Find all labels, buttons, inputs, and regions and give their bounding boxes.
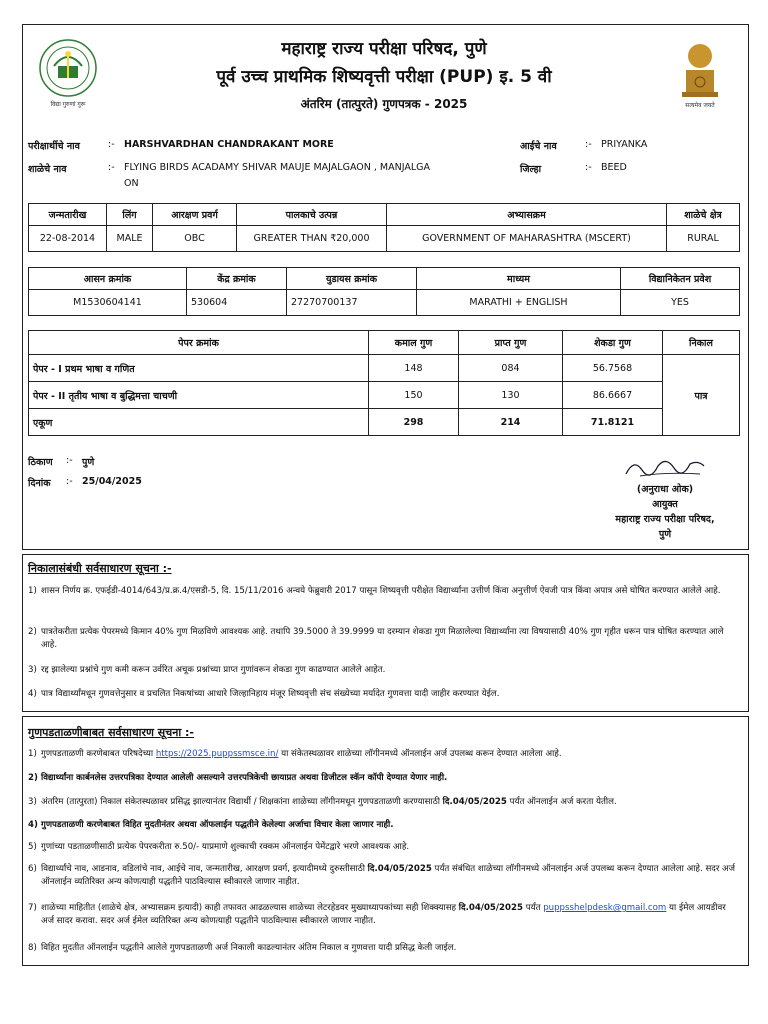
paper1-percent: 56.7568 [563,355,663,382]
vidyaniketan-value: YES [621,290,740,316]
paper-header: पेपर क्रमांक [29,331,369,355]
udise-no-header: युडायस क्रमांक [287,268,417,290]
list-item [28,772,740,785]
centre-no-header: केंद्र क्रमांक [187,268,287,290]
income-value: GREATER THAN ₹20,000 [237,226,387,252]
paper2-obtained: 130 [459,382,563,409]
verify-note-6 [28,863,740,889]
note-number: 4) [28,689,37,699]
separator: :- [585,162,592,173]
signatory-org-city: पुणे [658,529,672,540]
helpdesk-email-link[interactable]: puppsshelpdesk@gmail.com [543,903,667,913]
result-note-2: पात्रतेकरीता प्रत्येक पेपरमध्ये किमान 40% गुण मिळविणे आवश्यक आहे. तथापि 39.5000 ते 39.9999 या दरम्यान शेकडा गुण मिळालेल्या विद्यार्थ्यांना त्या विषयासाठी 40% गुण गृहीत धरून पात्र घोषित करण्यात आले आहे. [41,627,724,650]
percent-header: शेकडा गुण [563,331,663,355]
note-number: 3) [28,665,37,675]
centre-no-value: 530604 [187,290,287,316]
paper1-name: पेपर - I प्रथम भाषा व गणित [29,355,369,382]
verify-note-3-text-end: पर्यंत ऑनलाईन अर्ज करता येतील. [506,797,617,807]
vidyaniketan-header: विद्यानिकेतन प्रवेश [621,268,740,290]
seat-no-value: M1530604141 [29,290,187,316]
signatory-org: महाराष्ट्र राज्य परीक्षा परिषद, [615,514,715,525]
signature-icon [620,452,710,482]
udise-no-value: 27270700137 [287,290,417,316]
emblem-caption: सत्यमेव जयते [685,102,715,109]
verify-note-7 [28,902,740,928]
medium-value: MARATHI + ENGLISH [417,290,621,316]
marksheet-title: अंतरिम (तात्पुरते) गुणपत्रक - 2025 [300,97,468,111]
result-notes-title: निकालासंबंधी सर्वसाधारण सूचना :- [28,562,172,575]
area-header: शाळेचे क्षेत्र [667,204,740,226]
result-note-3: रद्द झालेल्या प्रश्नांचे गुण कमी करून उर्वरित अचूक प्रश्नांच्या प्राप्त गुणांवरून शेकडा गुण काढण्यात आलेले आहेत. [41,665,386,675]
list-item [28,664,740,677]
school-name-label: शाळेचे नाव [28,164,67,175]
verify-note-2: विद्यार्थ्यांना कार्बनलेस उत्तरपत्रिका देण्यात आलेली असल्याने उत्तरपत्रिकेची छायाप्रत अथवा डिजीटल स्कॅन कॉपी देण्यात येणार नाही. [41,773,448,783]
school-name-value: FLYING BIRDS ACADAMY SHIVAR MAUJE MAJALGAON , MANJALGA [124,162,431,173]
area-value: RURAL [667,226,740,252]
deadline-date: दि.04/05/2025 [458,903,523,913]
max-marks-header: कमाल गुण [369,331,459,355]
verify-note-5: गुणांच्या पडताळणीसाठी प्रत्येक पेपरकरीता रु.50/- याप्रमाणे शुल्काची रक्कम ऑनलाईन पेमेंटद्वारे भरणे आवश्यक आहे. [41,842,410,852]
list-item [28,942,740,955]
district-label: जिल्हा [520,164,542,175]
verify-note-3 [28,796,740,809]
place-value: पुणे [82,457,95,468]
result-note-1: शासन निर्णय क्र. एफईडी-4014/643/प्र.क्र.4/एसडी-5, दि. 15/11/2016 अन्वये फेब्रुवारी 2017 पासून शिष्यवृत्ती परीक्षेत विद्यार्थ्यांना उत्तीर्ण किंवा अनुत्तीर्ण ऐवजी पात्र किंवा अपात्र असे घोषित करण्यात आलेले आहे. [41,586,721,596]
verify-note-6-text-end: पर्यंत संबंधित शाळेच्या लॉगीनमध्ये ऑनलाईन अर्ज उपलब्ध करून देण्यात आलेला आहे. सदर अर्ज ऑनलाईन व्यतिरिक्त अन्य कोणत्याही पद्धतीने पाठविल्यास स्वीकारले जाणार नाहीत. [41,864,736,887]
verify-note-4: गुणपडताळणी करणेबाबत विहित मुदतीनंतर अथवा ऑफलाईन पद्धतीने केलेल्या अर्जाचा विचार केला जाणार नाही. [41,820,394,830]
note-number: 2) [28,773,38,783]
exam-title: पूर्व उच्च प्राथमिक शिष्यवृत्ती परीक्षा (PUP) इ. 5 वी [216,67,552,87]
verify-note-1-text: गुणपडताळणी करणेबाबत परिषदेच्या [41,749,156,759]
student-name-label: परीक्षार्थीचे नाव [28,141,80,152]
result-header: निकाल [663,331,740,355]
portal-link[interactable]: https://2025.puppssmsce.in/ [155,749,279,759]
verify-notes-title: गुणपडताळणीबाबत सर्वसाधारण सूचना :- [28,726,194,739]
note-number: 7) [28,903,37,913]
signatory-designation: आयुक्त [652,499,678,510]
medium-header: माध्यम [417,268,621,290]
list-item [28,626,740,652]
date-value: 25/04/2025 [82,476,142,487]
list-item [28,688,740,701]
district-value: BEED [601,162,627,173]
verify-note-7-text: शाळेच्या माहितीत (शाळेचे क्षेत्र, अभ्यासक्रम इत्यादी) काही तफावत आढळल्यास शाळेच्या लेटरहेडवर मुख्याध्यापकांच्या सही शिक्क्यासह [41,903,459,913]
list-item [28,863,740,889]
list-item [28,796,740,809]
exam-info-table [28,267,740,316]
council-title: महाराष्ट्र राज्य परीक्षा परिषद, पुणे [281,39,487,59]
verify-note-3-text: अंतरिम (तात्पुरता) निकाल संकेतस्थळावर प्रसिद्ध झाल्यानंतर विद्यार्थी / शिक्षकांना शाळेच्या लॉगीनमधून गुणपडताळणी करण्यासाठी [41,797,443,807]
logo-caption: विद्या गुरुणां गुरू [50,101,86,108]
list-item [28,748,740,761]
mother-name-value: PRIYANKA [601,139,648,150]
marks-table [28,330,740,436]
total-obtained: 214 [459,409,563,436]
note-number: 1) [28,749,37,759]
verify-note-7-text-end: या ईमेल आयडीवर अर्ज सादर करावा. सदर अर्ज ईमेल व्यतिरिक्त अन्य कोणत्याही पद्धतीने पाठविल्यास स्वीकारले जाणार नाहीत. [41,903,726,926]
category-value: OBC [153,226,237,252]
verify-note-1 [28,748,740,761]
note-number: 2) [28,627,37,637]
total-percent: 71.8121 [563,409,663,436]
paper1-obtained: 084 [459,355,563,382]
note-number: 5) [28,842,37,852]
separator: :- [108,139,115,150]
paper2-max: 150 [369,382,459,409]
deadline-date: दि.04/05/2025 [442,797,507,807]
deadline-date: दि.04/05/2025 [367,864,432,874]
school-name-value-cont: ON [124,178,139,189]
dob-header: जन्मतारीख [29,204,107,226]
income-header: पालकाचे उत्पन्न [237,204,387,226]
category-header: आरक्षण प्रवर्ग [153,204,237,226]
table-row [29,382,740,409]
personal-info-table [28,203,740,252]
obtained-marks-header: प्राप्त गुण [459,331,563,355]
verify-note-6-text: विद्यार्थ्यांचे नाव, आडनाव, वडिलांचे नाव, आईचे नाव, जन्मतारीख, आरक्षण प्रवर्ग, इत्यादीमध्ये दुरुस्तीसाठी [41,864,368,874]
note-number: 4) [28,820,38,830]
verify-note-7-text-mid: पर्यंत [522,903,544,913]
separator: :- [66,455,73,466]
separator: :- [66,476,73,487]
paper1-max: 148 [369,355,459,382]
gender-value: MALE [107,226,153,252]
verify-note-8: विहित मुदतीत ऑनलाईन पद्धतीने आलेले गुणपडताळणी अर्ज निकाली काढल्यानंतर अंतिम निकाल व गुणवत्ता यादी प्रसिद्ध केली जाईल. [41,943,457,953]
mother-name-label: आईचे नाव [520,141,557,152]
separator: :- [585,139,592,150]
table-row [29,409,740,436]
list-item [28,841,740,854]
paper2-percent: 86.6667 [563,382,663,409]
table-row [29,355,740,382]
note-number: 6) [28,864,37,874]
list-item [28,585,740,598]
note-number: 8) [28,943,37,953]
gender-header: लिंग [107,204,153,226]
result-note-4: पात्र विद्यार्थ्यांमधून गुणवत्तेनुसार व प्रचलित निकषांच्या आधारे जिल्हानिहाय मंजूर शिष्यवृत्ती संच संख्येच्या मर्यादेत गुणवत्ता यादी जाहीर करण्यात येईल. [41,689,500,699]
note-number: 1) [28,586,37,596]
date-label: दिनांक [28,478,51,489]
place-label: ठिकाण [28,457,53,468]
verify-note-1-text-end: या संकेतस्थळावर शाळेच्या लॉगीनमध्ये ऑनलाईन अर्ज उपलब्ध करून देण्यात आलेला आहे. [278,749,562,759]
list-item [28,902,740,928]
total-max: 298 [369,409,459,436]
separator: :- [108,162,115,173]
note-number: 3) [28,797,37,807]
curriculum-header: अभ्यासक्रम [387,204,667,226]
paper2-name: पेपर - II तृतीय भाषा व बुद्धिमत्ता चाचणी [29,382,369,409]
list-item [28,819,740,832]
dob-value: 22-08-2014 [29,226,107,252]
seat-no-header: आसन क्रमांक [29,268,187,290]
curriculum-value: GOVERNMENT OF MAHARASHTRA (MSCERT) [387,226,667,252]
signatory-block [580,482,750,542]
signatory-name: (अनुराधा ओक) [636,484,694,495]
result-value: पात्र [663,355,740,436]
student-name-value: HARSHVARDHAN CHANDRAKANT MORE [124,139,334,150]
total-label: एकूण [29,409,369,436]
